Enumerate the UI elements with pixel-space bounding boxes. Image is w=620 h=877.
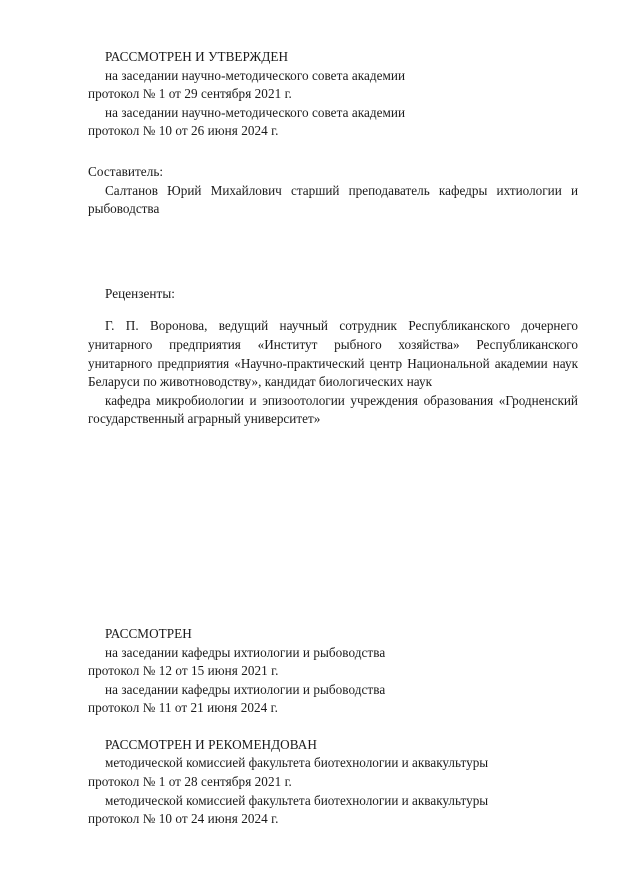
approval-block [88,48,578,141]
department-protocol-line-1: протокол № 12 от 15 июня 2021 г. [88,663,279,679]
recommendation-commission-line-2: методической комиссией факультета биотехнологии и аквакультуры [105,792,489,808]
author-block [88,163,578,219]
department-meeting-line-2: на заседании кафедры ихтиологии и рыбоводства [105,681,386,697]
department-protocol-line-2: протокол № 11 от 21 июня 2024 г. [88,700,278,716]
reviewer-entry-2: кафедра микробиологии и эпизоотологии учреждения образования «Гродненский государственный аграрный университет» [88,392,578,427]
spacer-after-reviewers-label [88,303,578,317]
approval-heading: РАССМОТРЕН И УТВЕРЖДЕН [105,49,289,64]
spacer-after-approval [88,141,578,163]
approval-protocol-line-2: протокол № 10 от 26 июня 2024 г. [88,123,279,139]
reviewers-label: Рецензенты: [105,285,175,301]
recommendation-heading: РАССМОТРЕН И РЕКОМЕНДОВАН [105,736,317,752]
spacer-before-reviewers-extra [88,263,578,285]
approval-council-line-2: на заседании научно-методического совета академии [105,104,406,120]
reviewer-entry-1: Г. П. Воронова, ведущий научный сотрудник Республиканского дочернего унитарного предприятия «Институт рыбного хозяйства» Республиканского унитарного предприятия «Научно-практический центр Национальной академии наук Беларуси по животноводству», кандидат биологических наук [88,318,578,390]
reviewers-block [88,285,578,429]
author-label: Составитель: [88,163,164,179]
spacer-before-reviewers [88,219,578,263]
author-name-and-position: Салтанов Юрий Михайлович старший преподаватель кафедры ихтиологии и рыбоводства [88,182,578,217]
spacer-before-recommendation [88,718,578,736]
recommendation-protocol-line-1: протокол № 1 от 28 сентября 2021 г. [88,774,292,790]
approval-protocol-line-1: протокол № 1 от 29 сентября 2021 г. [88,86,292,102]
spacer-page-middle [88,429,578,625]
department-review-heading: РАССМОТРЕН [105,625,192,641]
department-review-block [88,625,578,718]
recommendation-protocol-line-2: протокол № 10 от 24 июня 2024 г. [88,811,279,827]
document-body [88,48,578,829]
recommendation-commission-line-1: методической комиссией факультета биотехнологии и аквакультуры [105,755,489,771]
department-meeting-line-1: на заседании кафедры ихтиологии и рыбоводства [105,644,386,660]
recommendation-block [88,736,578,829]
approval-council-line-1: на заседании научно-методического совета академии [105,67,406,83]
